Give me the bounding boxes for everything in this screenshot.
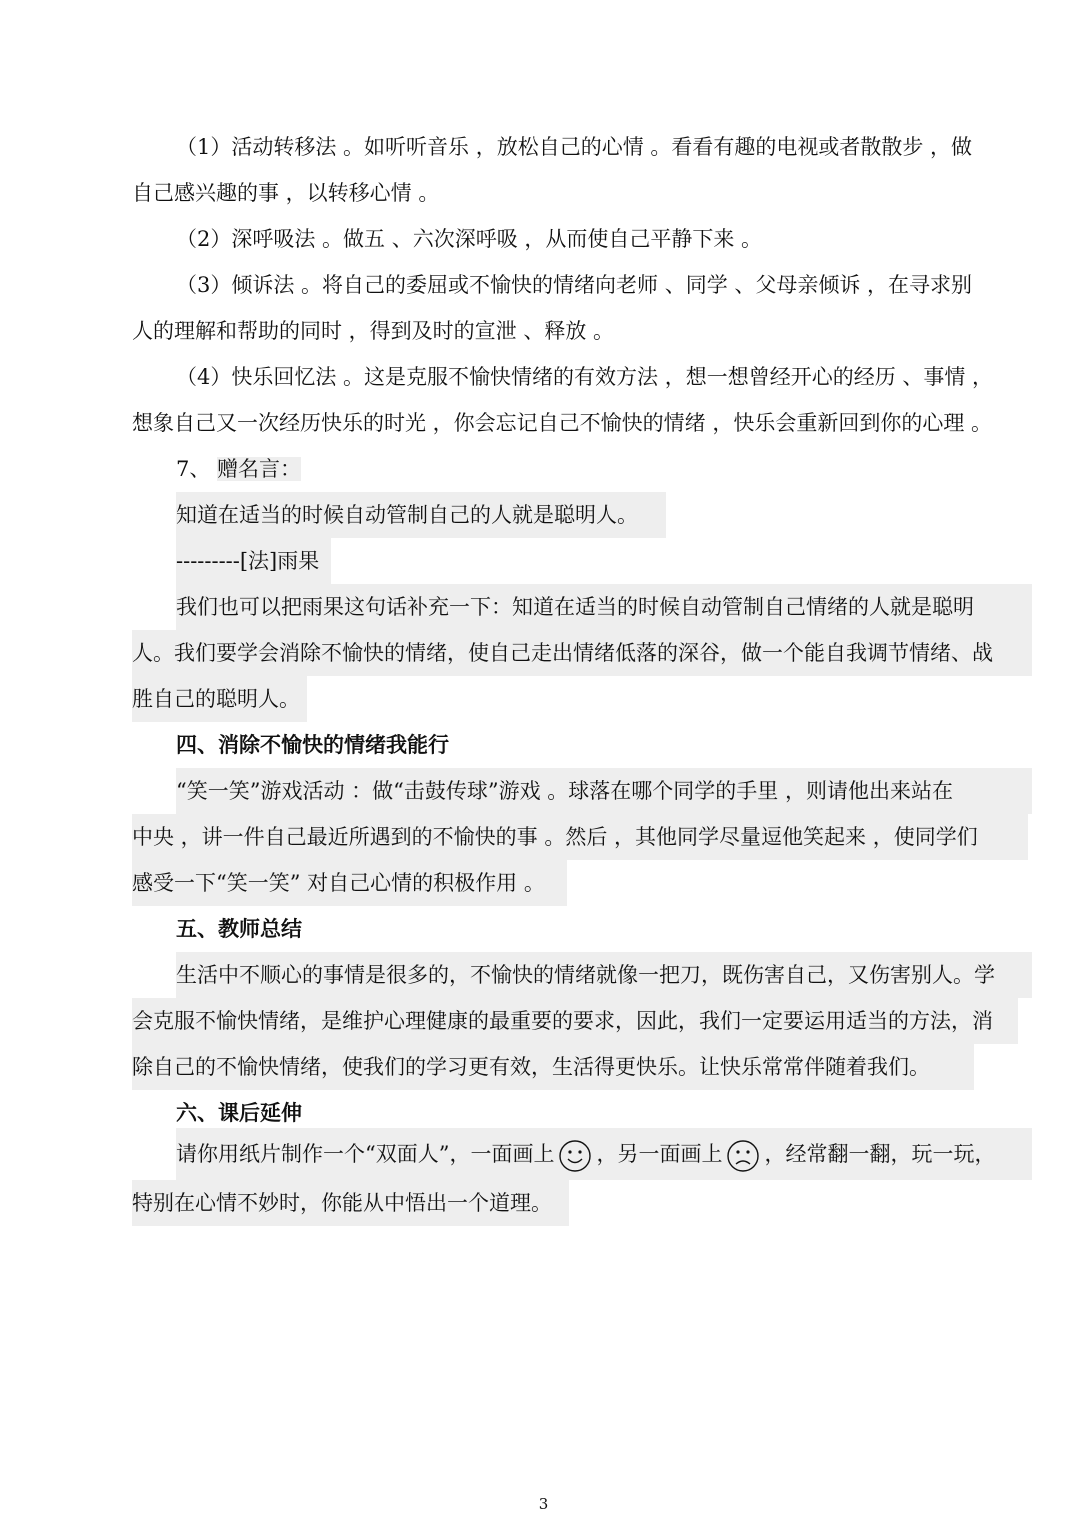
page-number: 3 [538,1495,549,1513]
section-4-line-2: 中央 ，讲一件自己最近所遇到的不愉快的事 。然后 ，其他同学尽量逗他笑起来 ，使同学们 [132,814,1028,860]
section-4-line-1: “笑一笑”游戏活动 ：做“击鼓传球”游戏 。球落在哪个同学的手里 ，则请他出来站在 [176,768,1032,814]
section-4-heading: 四、消除不愉快的情绪我能行 [176,733,449,757]
sad-face-icon [726,1139,760,1173]
section-5-line-1: 生活中不顺心的事情是很多的，不愉快的情绪就像一把刀，既伤害自己，又伤害别人。学 [176,952,1032,998]
section-6-text-c: ，经常翻一翻，玩一玩， [764,1142,996,1166]
smiley-face-icon [558,1139,592,1173]
section-5-heading: 五、教师总结 [176,917,302,941]
section-6-line-2: 特别在心情不妙时，你能从中悟出一个道理。 [132,1180,569,1226]
quote-source: ---------[法]雨果 [176,538,331,584]
section-6-line-1 [176,1128,1032,1180]
section-6-heading: 六、课后延伸 [176,1101,302,1125]
quote-number: 7、 [176,457,211,481]
method-4-line-2: 想象自己又一次经历快乐的时光 ，你会忘记自己不愉快的情绪 ，快乐会重新回到你的心理 。 [132,411,993,435]
quote-text: 知道在适当的时候自动管制自己的人就是聪明人。 [176,492,666,538]
method-4-line-1: （4）快乐回忆法 。这是克服不愉快情绪的有效方法 ，想一想曾经开心的经历 、事情 ， [176,365,994,389]
method-2-line: （2）深呼吸法 。做五 、六次深呼吸 ，从而使自己平静下来 。 [176,227,763,251]
quote-heading [176,446,1032,492]
method-1-line-2: 自己感兴趣的事 ，以转移心情 。 [132,181,440,205]
quote-commentary-line-1: 我们也可以把雨果这句话补充一下：知道在适当的时候自动管制自己情绪的人就是聪明 [176,584,1032,630]
section-5-line-2: 会克服不愉快情绪，是维护心理健康的最重要的要求，因此，我们一定要运用适当的方法，消 [132,998,1018,1044]
quote-commentary-line-3: 胜自己的聪明人。 [132,676,307,722]
method-3-line-2: 人的理解和帮助的同时 ，得到及时的宣泄 、释放 。 [132,319,615,343]
section-6-text-b: ，另一面画上 [596,1142,723,1166]
section-6-text-a: 请你用纸片制作一个“双面人”，一面画上 [176,1142,555,1166]
method-3-line-1: （3）倾诉法 。将自己的委屈或不愉快的情绪向老师 、同学 、父母亲倾诉 ，在寻求别 [176,273,973,297]
section-5-line-3: 除自己的不愉快情绪，使我们的学习更有效，生活得更快乐。让快乐常常伴随着我们。 [132,1044,974,1090]
method-1-line-1: （1）活动转移法 。如听听音乐 ，放松自己的心情 。看看有趣的电视或者散散步 ，做 [176,135,973,159]
quote-commentary-line-2: 人。我们要学会消除不愉快的情绪，使自己走出情绪低落的深谷，做一个能自我调节情绪、战 [132,630,1032,676]
section-4-line-3: 感受一下“笑一笑” 对自己心情的积极作用 。 [132,860,567,906]
quote-label: 赠名言： [217,457,302,481]
